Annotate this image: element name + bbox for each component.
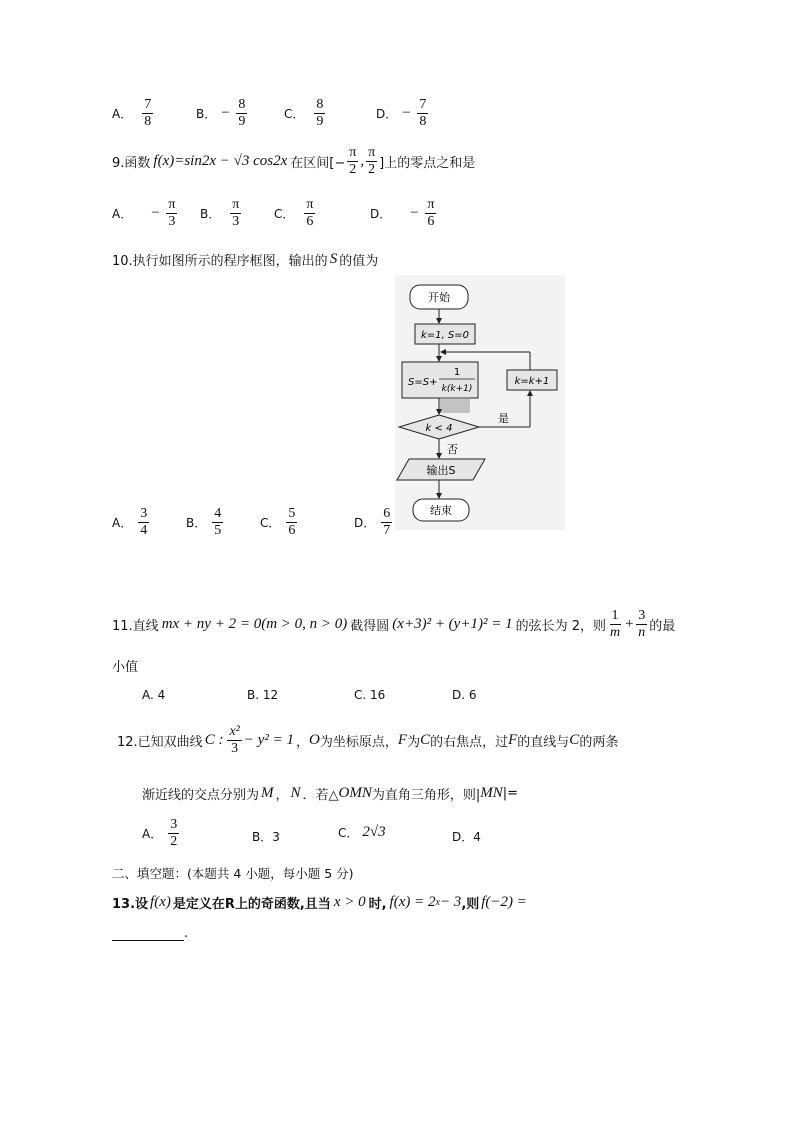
q13-answer-line: [112, 926, 188, 941]
q13-condition: x > 0: [333, 894, 366, 910]
q10-option-c[interactable]: [260, 506, 299, 539]
q12-segment: MN: [480, 785, 503, 801]
q11-plus: +: [624, 616, 635, 632]
q12-text-e: 的右焦点，过: [430, 735, 509, 750]
option-fraction: $\frac{7}{8}$: [419, 97, 427, 129]
q12-text-c: 为坐标原点，: [319, 735, 398, 750]
flow-yes-label: 是: [498, 412, 509, 425]
option-fraction: $\frac{4}{5}$: [214, 506, 222, 538]
q12-point-n: N: [290, 785, 301, 801]
option-label: A．: [142, 827, 163, 841]
flowchart-background: [395, 275, 565, 530]
q12-curve-label: C :: [204, 732, 224, 748]
q12-option-b[interactable]: B．3: [252, 830, 280, 844]
q12-point-f: F: [508, 732, 518, 748]
q11-stem: [112, 608, 675, 641]
option-sign: −: [150, 205, 161, 221]
flow-assign-num: 1: [453, 367, 461, 378]
q11-option-c[interactable]: C. 16: [354, 688, 386, 702]
q12-option-a[interactable]: [142, 817, 181, 850]
option-fraction: $\frac{\pi}{3}$: [168, 197, 176, 229]
q9-suffix: ]上的零点之和是: [379, 156, 476, 171]
q11-option-a[interactable]: A. 4: [142, 688, 166, 702]
q11-circle-equation: (x+3)² + (y+1)² = 1: [392, 616, 513, 632]
q13-expression-rest: − 3: [439, 894, 462, 910]
q9-prefix: 9.函数: [112, 156, 151, 171]
option-fraction: $\frac{3}{4}$: [140, 506, 148, 538]
option-sign: −: [220, 105, 231, 121]
option-fraction: $\frac{3}{2}$: [170, 817, 178, 849]
q11-text-d: 的最: [649, 619, 676, 634]
q12-text-f: 的直线与: [517, 735, 570, 750]
option-fraction: $\frac{\pi}{6}$: [427, 197, 435, 229]
q13-text-a: 13.设: [112, 897, 149, 912]
flow-no-label: 否: [447, 443, 458, 456]
q11-text-c: 的弦长为 2，则: [515, 619, 606, 634]
q11-option-d[interactable]: D. 6: [452, 688, 477, 702]
option-value: 2√3: [362, 824, 386, 840]
q8-option-b[interactable]: [196, 97, 249, 130]
option-label: D．: [354, 516, 376, 530]
q10-variable: S: [329, 251, 338, 267]
option-fraction: $\frac{8}{9}$: [316, 97, 324, 129]
option-label: D．: [370, 207, 392, 221]
q12-line2-c: 为直角三角形，则|: [371, 788, 481, 803]
flow-increment-text: k=k+1: [514, 376, 550, 387]
option-fraction: $\frac{8}{9}$: [238, 97, 246, 129]
q9-option-d[interactable]: [370, 197, 438, 230]
q9-function: f(x)=sin2x − √3 cos2x: [153, 153, 288, 169]
q12-text-g: 的两条: [579, 735, 619, 750]
q12-text-b: ，: [296, 735, 310, 750]
option-fraction: $\frac{\pi}{3}$: [232, 197, 240, 229]
option-label: A．: [112, 516, 133, 530]
q9-option-b[interactable]: [200, 197, 243, 230]
option-label: B．: [200, 207, 221, 221]
flow-init-text: k=1, S=0: [421, 330, 469, 341]
q12-stem-line2: [142, 784, 518, 803]
flow-start-text: 开始: [428, 291, 450, 304]
q12-option-c[interactable]: [338, 824, 386, 841]
q11-option-b[interactable]: B. 12: [247, 688, 279, 702]
q10-flowchart: [395, 275, 565, 530]
q12-point-m: M: [261, 785, 274, 801]
q12-curve-c: C: [569, 732, 580, 748]
option-label: C．: [260, 516, 281, 530]
q12-stem: [117, 724, 618, 757]
q13-function: f(x): [150, 894, 171, 910]
q9-stem: 9.函数 f(x)=sin2x − √3 cos2x 在区间[− $\frac{\pi}{2}$ , $\frac{\pi}{2}$ ]上的零点之和是: [112, 145, 476, 177]
option-label: A．: [112, 107, 133, 121]
q10-stem-text: 10.执行如图所示的程序框图，输出的: [112, 254, 328, 269]
q12-point-f: F: [397, 732, 408, 748]
q12-option-d[interactable]: D．4: [452, 830, 481, 844]
q12-text-d: 为: [407, 735, 421, 750]
option-sign: −: [401, 105, 412, 121]
q12-comma: ，: [275, 788, 289, 803]
q12-point-o: O: [309, 732, 320, 748]
q10-option-d[interactable]: [354, 506, 394, 539]
q9-interval-text: 在区间[−: [290, 156, 346, 171]
flow-condition-text: k < 4: [425, 423, 453, 434]
q10-option-a[interactable]: [112, 506, 151, 539]
flow-end-text: 结束: [430, 504, 452, 517]
q8-option-d[interactable]: [376, 97, 430, 130]
flow-assign-left: S=S+: [408, 377, 438, 388]
flow-assign-den: k(k+1): [441, 384, 473, 394]
option-fraction: $\frac{\pi}{6}$: [306, 197, 314, 229]
q10-stem: [112, 250, 378, 269]
q13-answer-blank[interactable]: [112, 926, 184, 941]
blurred-patch: [440, 397, 470, 413]
flow-output-text: 输出S: [426, 464, 456, 477]
option-sign: −: [409, 205, 420, 221]
q10-stem-end: 的值为: [339, 254, 379, 269]
q13-exponent: x: [435, 897, 440, 908]
q12-equation-rest: − y² = 1: [243, 732, 295, 748]
option-label: B．: [196, 107, 217, 121]
q10-option-b[interactable]: [186, 506, 225, 539]
q12-line2-d: |=: [502, 786, 519, 801]
q12-text-a: 12.已知双曲线: [117, 735, 203, 750]
option-label: C．: [274, 207, 295, 221]
q11-fraction-1: $\frac{1}{m}$: [609, 608, 621, 640]
q13-text-c: 时,: [368, 897, 387, 912]
q8-option-a[interactable]: [112, 97, 155, 130]
q9-interval-left: $\frac{\pi}{2}$: [349, 145, 357, 177]
q8-option-c[interactable]: [284, 97, 327, 130]
q11-fraction-2: $\frac{3}{n}$: [638, 608, 646, 640]
option-label: A．: [112, 207, 133, 221]
q13-end-period: .: [184, 926, 189, 941]
option-label: B．: [186, 516, 207, 530]
option-fraction: $\frac{7}{8}$: [144, 97, 152, 129]
q12-line2-b: ．若△: [302, 788, 339, 803]
q9-interval-right: $\frac{\pi}{2}$: [368, 145, 376, 177]
q12-curve-c: C: [420, 732, 431, 748]
option-label: D．: [376, 107, 398, 121]
q9-option-a[interactable]: [112, 197, 179, 230]
q13-text-b: 是定义在R上的奇函数,且当: [172, 897, 331, 912]
q13-expression: f(x) = 2: [389, 894, 436, 910]
section-title: 二、填空题：(本题共 4 小题，每小题 5 分): [112, 866, 354, 881]
q11-stem-line2: 小值: [112, 660, 139, 675]
q11-text-b: 截得圆: [350, 619, 390, 634]
q12-fraction: $\frac{\text{x²}}{3}$: [229, 724, 240, 756]
q9-option-c[interactable]: [274, 197, 317, 230]
q13-text-d: ,则: [461, 897, 480, 912]
option-label: C．: [284, 107, 305, 121]
q13-stem: [112, 893, 527, 912]
q11-text-a: 11.直线: [112, 619, 159, 634]
option-fraction: $\frac{6}{7}$: [383, 506, 391, 538]
q13-query: f(−2) =: [481, 894, 527, 910]
q12-triangle: OMN: [338, 785, 372, 801]
option-label: C．: [338, 826, 359, 840]
q11-line-equation: mx + ny + 2 = 0(m > 0, n > 0): [161, 616, 348, 632]
q12-line2-a: 渐近线的交点分别为: [142, 788, 260, 803]
option-fraction: $\frac{5}{6}$: [288, 506, 296, 538]
